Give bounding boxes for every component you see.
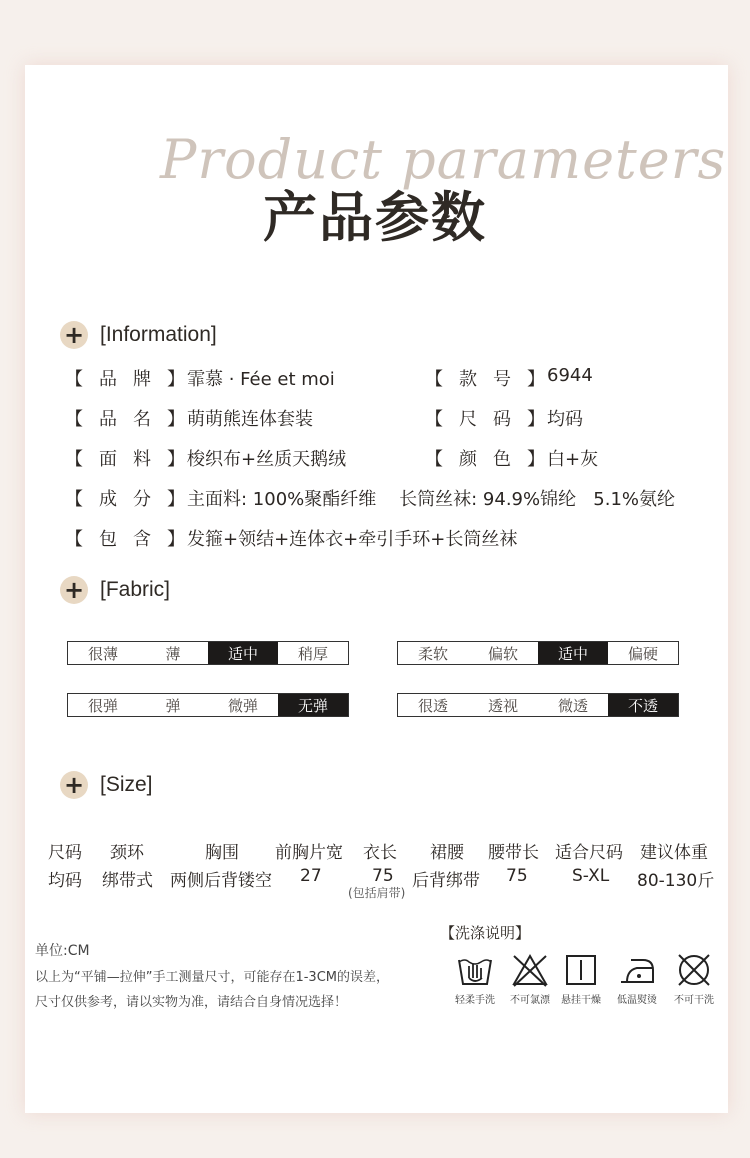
size-cell: 80-130斤	[637, 871, 715, 891]
thickness-scale	[67, 641, 349, 665]
size-cell: 75	[372, 866, 394, 886]
scale-option: 适中	[538, 642, 608, 664]
measurement-note: 尺寸仅供参考，请以实物为准，请结合自身情况选择！	[35, 995, 348, 1010]
scale-option: 适中	[208, 642, 278, 664]
info-model: 【 款 号 】 6944	[425, 365, 593, 390]
info-color: 【 颜 色 】 白+灰	[425, 445, 598, 471]
size-cell: 27	[300, 866, 322, 886]
softness-scale	[397, 641, 679, 665]
care-label: 不可氯漂	[510, 995, 550, 1006]
size-header-cell: 适合尺码	[555, 843, 623, 863]
scale-option: 偏软	[487, 644, 518, 663]
scale-option: 无弹	[278, 694, 348, 716]
info-composition: 【 成 分 】 主面料: 100%聚酯纤维 长筒丝袜: 94.9%锦纶 5.1%氨纶	[65, 485, 675, 511]
care-label: 轻柔手洗	[455, 995, 495, 1006]
size-header-cell: 衣长	[363, 843, 397, 863]
care-hand-wash	[448, 952, 502, 1006]
no-bleach-icon	[510, 952, 550, 988]
scale-option: 很薄	[87, 644, 118, 663]
size-note: (包括肩带)	[348, 886, 406, 900]
size-cell: 两侧后背镂空	[170, 871, 272, 891]
low-iron-icon	[617, 952, 657, 988]
size-header-cell: 尺码	[48, 843, 82, 863]
info-value: 6944	[547, 365, 593, 386]
care-label: 低温熨烫	[617, 995, 657, 1006]
size-cell: S-XL	[572, 866, 610, 886]
care-low-iron	[610, 952, 664, 1006]
size-cell: 75	[506, 866, 528, 886]
plus-icon: +	[60, 321, 88, 349]
elasticity-scale	[67, 693, 349, 717]
page-title: 产品参数	[263, 186, 487, 249]
care-no-bleach	[503, 952, 557, 1006]
scale-option: 薄	[165, 644, 181, 663]
hang-dry-icon	[561, 952, 601, 988]
section-title: [Fabric]	[100, 578, 171, 601]
info-includes: 【 包 含 】 发箍+领结+连体衣+牵引手环+长筒丝袜	[65, 525, 517, 551]
unit-label: 单位:CM	[35, 943, 90, 959]
plus-icon: +	[60, 576, 88, 604]
size-header-cell: 裙腰	[430, 843, 464, 863]
info-value: 主面料: 100%聚酯纤维 长筒丝袜: 94.9%锦纶 5.1%氨纶	[187, 489, 675, 510]
info-value: 白+灰	[547, 449, 599, 470]
script-title: Product parameters	[160, 128, 727, 191]
hand-wash-icon	[455, 952, 495, 988]
measurement-note: 以上为“平铺—拉伸”手工测量尺寸，可能存在1-3CM的误差，	[35, 970, 389, 985]
size-cell: 绑带式	[102, 871, 153, 891]
care-title: 【洗涤说明】	[440, 924, 531, 942]
scale-option: 稍厚	[297, 644, 328, 663]
size-header-cell: 颈环	[110, 843, 144, 863]
care-hang-dry	[554, 952, 608, 1006]
section-title: [Size]	[100, 773, 153, 796]
size-header-cell: 建议体重	[640, 843, 708, 863]
scale-option: 偏硬	[627, 644, 658, 663]
section-information-header	[60, 320, 217, 350]
info-material: 【 面 料 】 梭织布+丝质天鹅绒	[65, 445, 346, 471]
size-header-cell: 前胸片宽	[275, 843, 343, 863]
scale-option: 很透	[417, 696, 448, 715]
care-no-dry-clean	[667, 952, 721, 1006]
scale-option: 很弹	[87, 696, 118, 715]
info-brand: 【 品 牌 】 霏慕 · Fée et moi	[65, 365, 335, 391]
scale-option: 不透	[608, 694, 678, 716]
size-header-cell: 胸围	[205, 843, 239, 863]
section-fabric-header	[60, 575, 170, 605]
info-value: 发箍+领结+连体衣+牵引手环+长筒丝袜	[187, 529, 518, 550]
transparency-scale	[397, 693, 679, 717]
info-value: 均码	[547, 409, 583, 430]
info-value: 梭织布+丝质天鹅绒	[187, 449, 347, 470]
info-size: 【 尺 码 】 均码	[425, 405, 583, 431]
info-value: 萌萌熊连体套装	[187, 409, 313, 430]
scale-option: 微弹	[227, 696, 258, 715]
size-cell: 后背绑带	[412, 871, 480, 891]
scale-option: 透视	[487, 696, 518, 715]
section-title: [Information]	[100, 323, 217, 346]
scale-option: 柔软	[417, 644, 448, 663]
section-size-header	[60, 770, 153, 800]
care-label: 悬挂干燥	[561, 995, 601, 1006]
info-name: 【 品 名 】 萌萌熊连体套装	[65, 405, 313, 431]
info-value: 霏慕 · Fée et moi	[187, 369, 335, 390]
scale-option: 微透	[557, 696, 588, 715]
care-label: 不可干洗	[674, 995, 714, 1006]
size-cell: 均码	[48, 871, 82, 891]
scale-option: 弹	[165, 696, 181, 715]
size-header-cell: 腰带长	[488, 843, 539, 863]
plus-icon: +	[60, 771, 88, 799]
no-dry-clean-icon	[674, 952, 714, 988]
